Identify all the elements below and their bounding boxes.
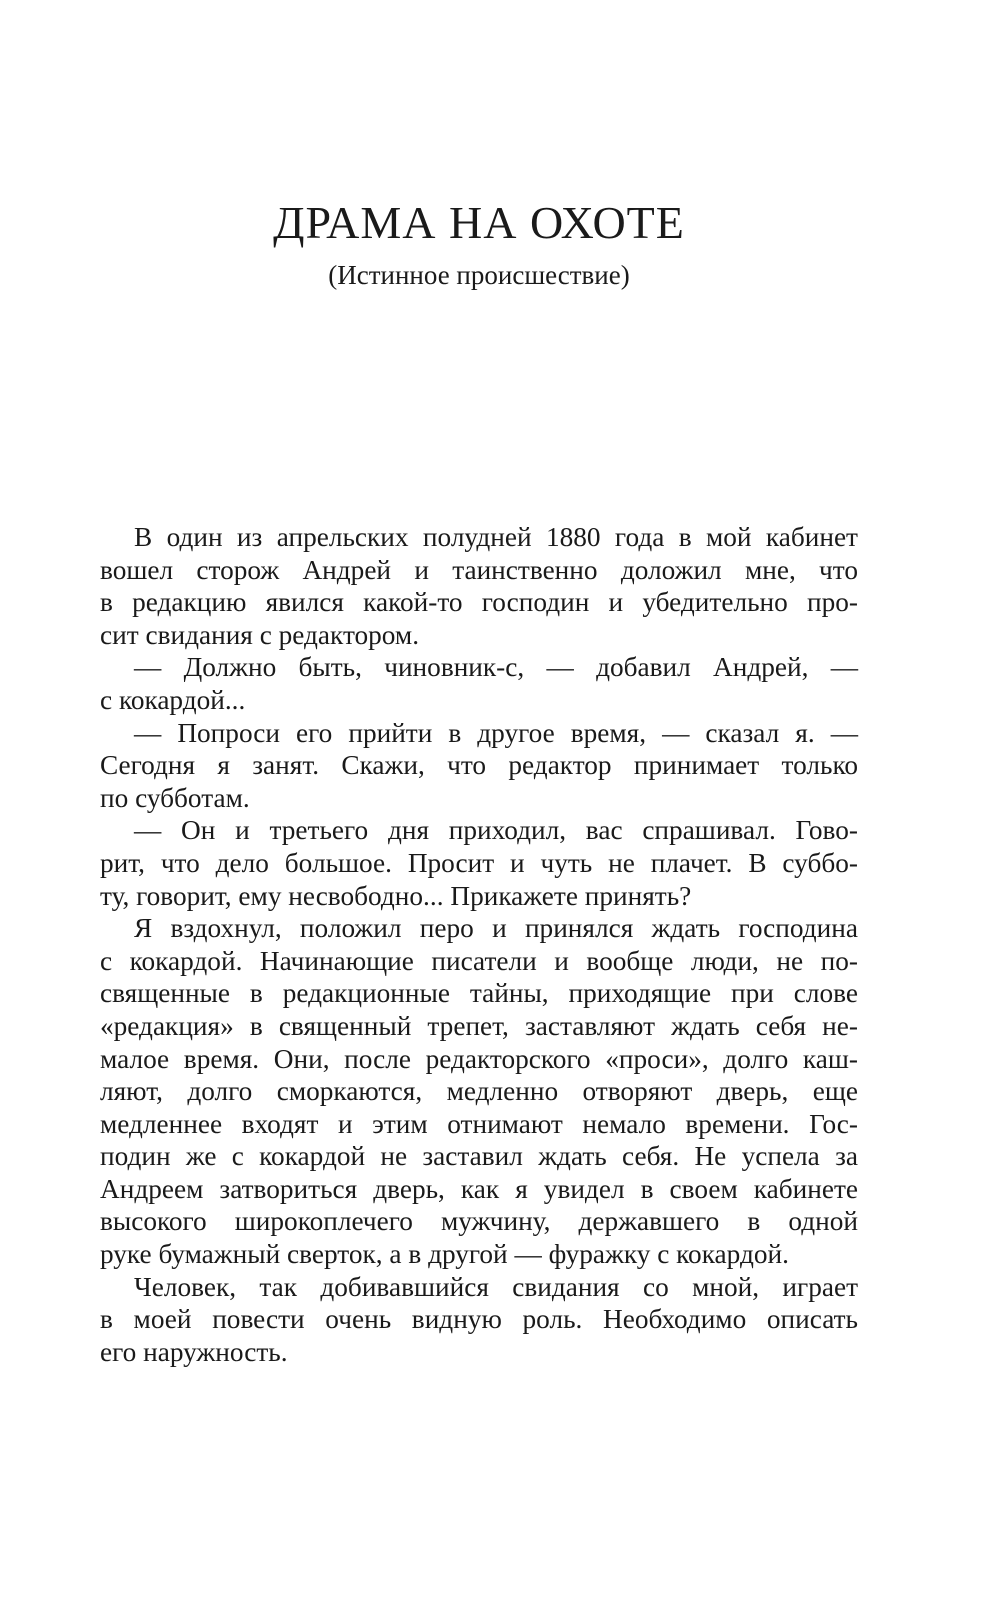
- text-line: Я вздохнул, положил перо и принялся ждать господина: [134, 913, 858, 944]
- text-line: Андреем затвориться дверь, как я увидел в своем кабинете: [100, 1173, 858, 1204]
- text-line: — Он и третьего дня приходил, вас спрашивал. Гово-: [134, 815, 858, 846]
- text-line: ляют, долго сморкаются, медленно отворяют дверь, еще: [100, 1076, 858, 1107]
- text-line: В один из апрельских полудней 1880 года в мой кабинет: [134, 522, 858, 552]
- chapter-subtitle: (Истинное происшествие): [328, 260, 630, 290]
- text-line: в моей повести очень видную роль. Необходимо описать: [100, 1304, 858, 1335]
- text-line: высокого широкоплечего мужчину, державшего в одной: [100, 1206, 858, 1237]
- text-line: Сегодня я занят. Скажи, что редактор принимает только: [100, 750, 858, 781]
- text-line: — Должно быть, чиновник-с, — добавил Андрей, —: [134, 652, 858, 683]
- text-line: рит, что дело большое. Просит и чуть не плачет. В суббо-: [100, 847, 858, 878]
- text-line: его наружность.: [100, 1336, 288, 1367]
- text-line: с кокардой...: [100, 684, 246, 715]
- text-line: медленнее входят и этим отнимают немало времени. Гос-: [100, 1108, 858, 1139]
- text-line: «редакция» в священный трепет, заставляют ждать себя не-: [100, 1010, 858, 1041]
- text-line: по субботам.: [100, 782, 250, 813]
- text-line: с кокардой. Начинающие писатели и вообще люди, не по-: [100, 945, 858, 976]
- text-line: ту, говорит, ему несвободно... Прикажете принять?: [100, 880, 692, 911]
- chapter-title: ДРАМА НА ОХОТЕ: [273, 197, 685, 248]
- body-text: [100, 521, 858, 1368]
- text-line: сит свидания с редактором.: [100, 619, 420, 650]
- text-line: вошел сторож Андрей и таинственно доложил мне, что: [100, 554, 858, 585]
- text-line: Человек, так добивавшийся свидания со мной, играет: [134, 1271, 858, 1302]
- text-line: руке бумажный сверток, а в другой — фуражку с кокардой.: [100, 1239, 789, 1270]
- text-line: подин же с кокардой не заставил ждать себя. Не успела за: [100, 1141, 858, 1172]
- text-line: — Попроси его прийти в другое время, — сказал я. —: [134, 717, 858, 748]
- text-line: священные в редакционные тайны, приходящие при слове: [100, 978, 858, 1009]
- text-line: малое время. Они, после редакторского «проси», долго каш-: [100, 1043, 858, 1074]
- text-line: в редакцию явился какой-то господин и убедительно про-: [100, 587, 858, 618]
